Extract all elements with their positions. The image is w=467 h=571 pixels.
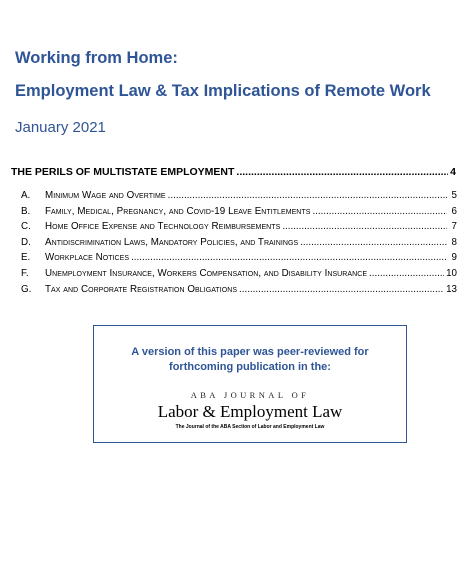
notice-line1: A version of this paper was peer-reviewed for	[131, 346, 369, 358]
toc-item-letter: F.	[21, 267, 29, 279]
toc-item-label: Home Office Expense and Technology Reimbursements	[45, 221, 281, 233]
toc-leader-dots	[239, 284, 444, 295]
toc-leader-dots	[236, 166, 448, 178]
toc-leader-dots	[282, 221, 447, 232]
toc-item-tax-registration[interactable]	[21, 284, 457, 300]
toc-item-antidiscrimination[interactable]	[21, 237, 457, 253]
toc-leader-dots	[369, 268, 444, 279]
toc-item-page: 5	[451, 190, 457, 201]
toc-item-minimum-wage[interactable]	[21, 190, 457, 206]
toc-item-letter: G.	[21, 283, 32, 295]
toc-list	[21, 190, 457, 299]
journal-logo-title: Labor & Employment Law	[157, 402, 343, 421]
toc-item-label: Minimum Wage and Overtime	[45, 190, 166, 201]
journal-logo-subtitle: The Journal of the ABA Section of Labor and Employment Law	[175, 424, 325, 430]
toc-item-page: 13	[446, 283, 457, 295]
toc-item-label: Tax and Corporate Registration Obligations	[45, 283, 238, 295]
toc-item-home-office-expense[interactable]	[21, 221, 457, 237]
toc-item-page: 10	[446, 267, 457, 279]
toc-item-label: Antidiscrimination Laws, Mandatory Policies, and Trainings	[45, 236, 299, 248]
toc-leader-dots	[168, 190, 447, 201]
document-title-line2: Employment Law & Tax Implications of Remote Work	[15, 82, 431, 100]
toc-item-label: Unemployment Insurance, Workers Compensation, and Disability Insurance	[45, 267, 368, 279]
toc-leader-dots	[300, 237, 447, 248]
document-date: January 2021	[15, 119, 106, 136]
toc-item-letter: E.	[21, 252, 31, 264]
toc-item-letter: D.	[21, 236, 31, 248]
toc-item-page: 9	[451, 252, 457, 264]
toc-item-label: Workplace Notices	[45, 252, 130, 264]
notice-line2: forthcoming publication in the:	[169, 361, 331, 373]
document-title-line1: Working from Home:	[15, 49, 178, 67]
peer-review-notice-text	[94, 345, 406, 375]
peer-review-notice-box	[93, 325, 407, 443]
toc-item-page: 6	[451, 205, 457, 217]
toc-item-page: 7	[451, 221, 457, 233]
toc-item-letter: C.	[21, 221, 31, 233]
toc-item-label: Family, Medical, Pregnancy, and Covid-19 Leave Entitlements	[45, 205, 311, 217]
toc-item-letter: B.	[21, 205, 31, 217]
toc-main-label: THE PERILS OF MULTISTATE EMPLOYMENT	[11, 166, 235, 178]
toc-leader-dots	[312, 206, 447, 217]
journal-logo-top: ABA JOURNAL OF	[190, 390, 310, 400]
toc-item-letter: A.	[21, 190, 31, 201]
toc-main-entry[interactable]	[11, 166, 456, 178]
toc-main-page: 4	[450, 166, 456, 178]
toc-leader-dots	[131, 252, 447, 263]
toc-item-page: 8	[451, 236, 457, 248]
toc-item-unemployment-insurance[interactable]	[21, 268, 457, 284]
toc-item-leave-entitlements[interactable]	[21, 206, 457, 222]
toc-item-workplace-notices[interactable]	[21, 252, 457, 268]
